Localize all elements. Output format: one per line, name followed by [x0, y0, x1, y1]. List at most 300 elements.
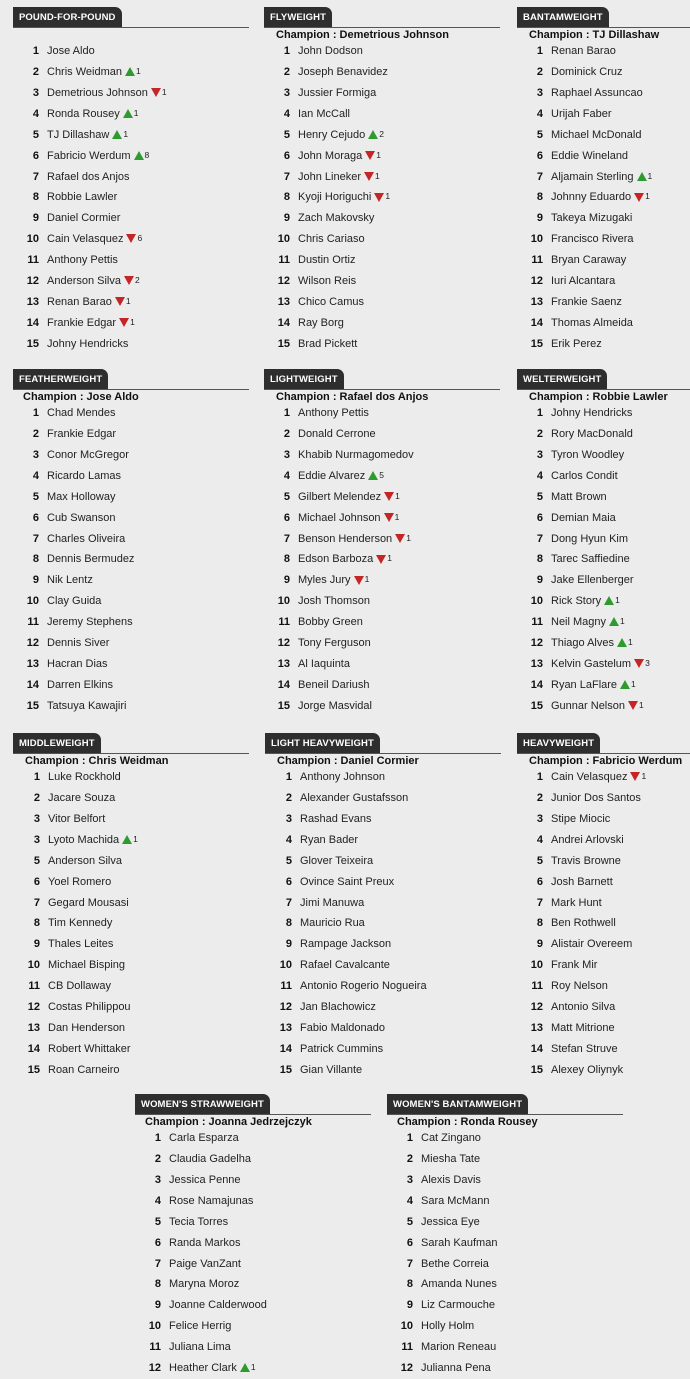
fighter-name[interactable]: Cain Velasquez [47, 233, 124, 246]
fighter-name[interactable]: Chico Camus [298, 296, 365, 309]
ranking-row [135, 1212, 267, 1233]
fighter-name[interactable]: Al Iaquinta [298, 658, 350, 671]
fighter-name[interactable]: Johnny Eduardo [551, 191, 632, 204]
rank-number: 1 [536, 771, 543, 783]
ranking-list [264, 41, 390, 355]
fighter-name[interactable]: Donald Cerrone [298, 427, 376, 440]
fighter-name[interactable]: Erik Perez [551, 337, 602, 350]
rank-change [240, 1363, 256, 1373]
ranking-row [517, 229, 652, 250]
fighter-name[interactable]: Jessica Penne [169, 1173, 241, 1186]
fighter-name[interactable]: Conor McGregor [47, 448, 129, 461]
rank-change-value: 1 [375, 170, 380, 181]
fighter-name[interactable]: Benson Henderson [298, 532, 393, 545]
fighter-name[interactable]: Amanda Nunes [421, 1278, 497, 1291]
fighter-name[interactable]: Paige VanZant [169, 1257, 241, 1270]
rank-number: 5 [283, 128, 290, 141]
fighter-name[interactable]: Jeremy Stephens [47, 616, 133, 629]
fighter-name[interactable]: Chad Mendes [47, 407, 116, 419]
fighter-name[interactable]: Daniel Cormier [47, 212, 121, 225]
fighter-name[interactable]: Bethe Correia [421, 1257, 489, 1270]
fighter-name[interactable]: Ryan LaFlare [551, 678, 618, 691]
fighter-name[interactable]: Joanne Calderwood [169, 1299, 267, 1312]
rank-number: 9 [536, 938, 543, 951]
arrow-up-icon [368, 471, 378, 480]
fighter-name[interactable]: Hacran Dias [47, 658, 108, 671]
ranking-row [13, 529, 134, 550]
ranking-row [517, 187, 652, 208]
ranking-row [387, 1212, 497, 1233]
fighter-name[interactable]: John Moraga [298, 149, 363, 162]
rank-change [604, 596, 620, 606]
fighter-name[interactable]: Mark Hunt [551, 896, 602, 909]
fighter-name[interactable]: Wilson Reis [298, 275, 357, 288]
fighter-name[interactable]: Randa Markos [169, 1236, 241, 1249]
fighter-name[interactable]: Anderson Silva [48, 854, 122, 867]
ranking-row [14, 1060, 138, 1081]
fighter-name[interactable]: Chris Weidman [47, 65, 122, 78]
rank-number: 1 [283, 45, 290, 57]
fighter-name[interactable]: Bobby Green [298, 616, 363, 629]
arrow-down-icon [628, 701, 638, 710]
rank-number: 12 [26, 275, 39, 288]
fighter-name[interactable]: Stipe Miocic [551, 812, 611, 825]
rank-change-value: 1 [406, 532, 411, 543]
fighter-name[interactable]: Eddie Wineland [551, 149, 629, 162]
fighter-name[interactable]: Zach Makovsky [298, 212, 375, 225]
fighter-name[interactable]: Cain Velasquez [551, 771, 628, 783]
rank-change-value: 1 [645, 191, 650, 202]
fighter-name[interactable]: Holly Holm [421, 1320, 475, 1333]
fighter-name[interactable]: Neil Magny [551, 616, 607, 629]
rank-number: 15 [530, 1063, 543, 1076]
ranking-list [13, 41, 167, 355]
ranking-row [14, 767, 138, 788]
fighter-name[interactable]: Charles Oliveira [47, 532, 126, 545]
fighter-name[interactable]: Sara McMann [421, 1194, 490, 1207]
ranking-row [266, 997, 427, 1018]
fighter-name[interactable]: Rose Namajunas [169, 1194, 254, 1207]
ranking-row [517, 334, 652, 355]
rank-number: 10 [530, 233, 543, 246]
ranking-row [387, 1128, 497, 1149]
fighter-name[interactable]: Joseph Benavidez [298, 65, 388, 78]
rank-change-value: 2 [379, 128, 384, 139]
fighter-name[interactable]: John Lineker [298, 170, 361, 183]
arrow-up-icon [617, 638, 627, 647]
fighter-name[interactable]: Jose Aldo [47, 45, 95, 57]
ranking-row [517, 872, 646, 893]
fighter-name[interactable]: Rory MacDonald [551, 427, 633, 440]
fighter-name[interactable]: Rick Story [551, 595, 602, 608]
fighter-name[interactable]: Tecia Torres [169, 1215, 229, 1228]
ranking-row [517, 487, 650, 508]
ranking-row [387, 1274, 497, 1295]
fighter-name[interactable]: TJ Dillashaw [47, 128, 110, 141]
rank-change [395, 534, 411, 544]
rank-number: 7 [536, 896, 543, 909]
fighter-name[interactable]: Henry Cejudo [298, 128, 366, 141]
ranking-row [517, 208, 652, 229]
ranking-row [517, 830, 646, 851]
fighter-name[interactable]: Juliana Lima [169, 1341, 231, 1354]
rank-number: 15 [26, 337, 39, 350]
rank-number: 13 [277, 296, 290, 309]
ranking-row [264, 62, 390, 83]
rank-number: 5 [32, 128, 39, 141]
fighter-name[interactable]: Patrick Cummins [300, 1042, 384, 1055]
champion-label: Champion : Daniel Cormier [277, 755, 419, 767]
fighter-name[interactable]: Ricardo Lamas [47, 469, 121, 482]
ranking-row [135, 1358, 267, 1379]
fighter-name[interactable]: Gilbert Melendez [298, 490, 382, 503]
fighter-name[interactable]: Jan Blachowicz [300, 1001, 376, 1014]
ranking-row [264, 529, 414, 550]
rank-number: 1 [154, 1132, 161, 1144]
ranking-row [266, 893, 427, 914]
fighter-name[interactable]: Urijah Faber [551, 107, 612, 120]
ranking-row [266, 1060, 427, 1081]
rank-number: 4 [536, 469, 543, 482]
fighter-name[interactable]: Darren Elkins [47, 678, 114, 691]
ranking-row [14, 1039, 138, 1060]
fighter-name[interactable]: Ray Borg [298, 316, 344, 329]
ranking-row [13, 570, 134, 591]
fighter-name[interactable]: Miesha Tate [421, 1152, 481, 1165]
fighter-name[interactable]: Claudia Gadelha [169, 1152, 251, 1165]
ranking-row [135, 1128, 267, 1149]
fighter-name[interactable]: Marion Reneau [421, 1341, 497, 1354]
ranking-row [517, 62, 652, 83]
fighter-name[interactable]: Robbie Lawler [47, 191, 118, 204]
fighter-name[interactable]: Jorge Masvidal [298, 699, 372, 712]
fighter-name[interactable]: Demian Maia [551, 511, 616, 524]
fighter-name[interactable]: Ben Rothwell [551, 917, 616, 930]
rank-number: 10 [26, 233, 39, 246]
fighter-name[interactable]: Junior Dos Santos [551, 791, 641, 804]
fighter-name[interactable]: Kyoji Horiguchi [298, 191, 372, 204]
rank-number: 14 [27, 1042, 40, 1055]
ranking-row [13, 466, 134, 487]
fighter-name[interactable]: Alexey Oliynyk [551, 1063, 624, 1076]
fighter-name[interactable]: Frank Mir [551, 959, 598, 972]
fighter-name[interactable]: Anthony Johnson [300, 771, 386, 783]
fighter-name[interactable]: CB Dollaway [48, 980, 111, 993]
fighter-name[interactable]: Fabio Maldonado [300, 1022, 386, 1035]
fighter-name[interactable]: Ryan Bader [300, 833, 359, 846]
rank-number: 8 [33, 917, 40, 930]
ranking-row [517, 654, 650, 675]
ranking-row [14, 955, 138, 976]
fighter-name[interactable]: Johny Hendricks [47, 337, 129, 350]
fighter-name[interactable]: Beneil Dariush [298, 678, 370, 691]
rank-number: 13 [530, 658, 543, 671]
fighter-name[interactable]: Jacare Souza [48, 791, 116, 804]
fighter-name[interactable]: Dominick Cruz [551, 65, 623, 78]
rank-number: 6 [32, 149, 39, 162]
rank-change [628, 701, 644, 711]
fighter-name[interactable]: John Dodson [298, 45, 363, 57]
rank-number: 12 [148, 1362, 161, 1375]
fighter-name[interactable]: Chris Cariaso [298, 233, 365, 246]
fighter-name[interactable]: Demetrious Johnson [47, 86, 148, 99]
rank-change [384, 492, 400, 502]
fighter-name[interactable]: Dustin Ortiz [298, 254, 356, 267]
ranking-row [264, 146, 390, 167]
fighter-name[interactable]: Alexander Gustafsson [300, 791, 409, 804]
rank-change [124, 276, 140, 286]
rank-number: 15 [530, 337, 543, 350]
rank-number: 10 [400, 1320, 413, 1333]
rank-number: 13 [277, 658, 290, 671]
section-divider [264, 27, 500, 28]
fighter-name[interactable]: Cat Zingano [421, 1132, 481, 1144]
rank-number: 2 [536, 427, 543, 440]
rank-number: 4 [283, 469, 290, 482]
arrow-down-icon [634, 193, 644, 202]
fighter-name[interactable]: Luke Rockhold [48, 771, 121, 783]
ranking-row [135, 1149, 267, 1170]
arrow-down-icon [634, 659, 644, 668]
fighter-name[interactable]: Bryan Caraway [551, 254, 627, 267]
fighter-name[interactable]: Maryna Moroz [169, 1278, 240, 1291]
rank-change-value: 1 [161, 86, 167, 97]
fighter-name[interactable]: Nik Lentz [47, 574, 93, 587]
section-divider [517, 389, 690, 390]
rank-change-value: 1 [125, 296, 131, 307]
fighter-name[interactable]: Aljamain Sterling [551, 170, 634, 183]
fighter-name[interactable]: Matt Brown [551, 490, 607, 503]
arrow-up-icon [637, 172, 647, 181]
arrow-down-icon [354, 576, 364, 585]
ranking-row [264, 424, 414, 445]
fighter-name[interactable]: Tyron Woodley [551, 448, 625, 461]
fighter-name[interactable]: Josh Thomson [298, 595, 370, 608]
fighter-name[interactable]: Fabricio Werdum [47, 149, 131, 162]
fighter-name[interactable]: Brad Pickett [298, 337, 358, 350]
fighter-name[interactable]: Myles Jury [298, 574, 351, 587]
rank-number: 14 [277, 316, 290, 329]
rank-number: 7 [32, 170, 39, 183]
fighter-name[interactable]: Roy Nelson [551, 980, 608, 993]
ranking-row [264, 591, 414, 612]
arrow-down-icon [126, 234, 136, 243]
ranking-row [266, 913, 427, 934]
fighter-name[interactable]: Michael Johnson [298, 511, 381, 524]
fighter-name[interactable]: Cub Swanson [47, 511, 116, 524]
fighter-name[interactable]: Andrei Arlovski [551, 833, 624, 846]
fighter-name[interactable]: Matt Mitrione [551, 1022, 615, 1035]
arrow-up-icon [609, 617, 619, 626]
rank-number: 2 [536, 65, 543, 78]
fighter-name[interactable]: Josh Barnett [551, 875, 613, 888]
fighter-name[interactable]: Max Holloway [47, 490, 116, 503]
ranking-row [14, 893, 138, 914]
ranking-row [517, 466, 650, 487]
fighter-name[interactable]: Jimi Manuwa [300, 896, 365, 909]
fighter-name[interactable]: Vitor Belfort [48, 812, 106, 825]
fighter-name[interactable]: Dennis Siver [47, 637, 110, 650]
rank-change [376, 554, 392, 564]
ranking-row [387, 1170, 497, 1191]
ranking-row [14, 851, 138, 872]
fighter-name[interactable]: Johny Hendricks [551, 407, 633, 419]
fighter-name[interactable]: Tony Ferguson [298, 637, 371, 650]
rank-number: 3 [32, 448, 39, 461]
fighter-name[interactable]: Ronda Rousey [47, 107, 120, 120]
rank-number: 4 [32, 107, 39, 120]
ranking-row [264, 675, 414, 696]
fighter-name[interactable]: Takeya Mizugaki [551, 212, 633, 225]
fighter-name[interactable]: Mauricio Rua [300, 917, 365, 930]
rank-number: 5 [285, 854, 292, 867]
fighter-name[interactable]: Khabib Nurmagomedov [298, 448, 414, 461]
fighter-name[interactable]: Heather Clark [169, 1362, 237, 1375]
ranking-row [264, 187, 390, 208]
fighter-name[interactable]: Stefan Struve [551, 1042, 618, 1055]
fighter-name[interactable]: Ian McCall [298, 107, 350, 120]
fighter-name[interactable]: Rashad Evans [300, 812, 372, 825]
fighter-name[interactable]: Robert Whittaker [48, 1042, 131, 1055]
fighter-name[interactable]: Glover Teixeira [300, 854, 374, 867]
fighter-name[interactable]: Frankie Edgar [47, 427, 117, 440]
fighter-name[interactable]: Dan Henderson [48, 1022, 126, 1035]
champion-label: Champion : Jose Aldo [23, 391, 139, 403]
fighter-name[interactable]: Francisco Rivera [551, 233, 634, 246]
rank-change [617, 638, 633, 648]
ranking-row [517, 1018, 646, 1039]
fighter-name[interactable]: Felice Herrig [169, 1320, 232, 1333]
fighter-name[interactable]: Antonio Silva [551, 1001, 616, 1014]
rank-number: 15 [277, 337, 290, 350]
rank-number: 9 [33, 938, 40, 951]
arrow-down-icon [395, 534, 405, 543]
fighter-name[interactable]: Gunnar Nelson [551, 699, 625, 712]
ranking-row [13, 229, 167, 250]
arrow-down-icon [119, 318, 129, 327]
fighter-name[interactable]: Lyoto Machida [48, 833, 120, 846]
fighter-name[interactable]: Anthony Pettis [298, 407, 369, 419]
ranking-row [517, 167, 652, 188]
rank-number: 9 [536, 574, 543, 587]
fighter-name[interactable]: Jake Ellenberger [551, 574, 634, 587]
rank-number: 1 [285, 771, 292, 783]
fighter-name[interactable]: Renan Barao [47, 296, 112, 309]
ranking-row [266, 1039, 427, 1060]
fighter-name[interactable]: Edson Barboza [298, 553, 374, 566]
rank-change [126, 234, 142, 244]
fighter-name[interactable]: Tarec Saffiedine [551, 553, 630, 566]
rank-number: 3 [283, 448, 290, 461]
fighter-name[interactable]: Kelvin Gastelum [551, 658, 632, 671]
fighter-name[interactable]: Tatsuya Kawajiri [47, 699, 127, 712]
ranking-row [135, 1316, 267, 1337]
rank-number: 6 [406, 1236, 413, 1249]
fighter-name[interactable]: Carla Esparza [169, 1132, 239, 1144]
fighter-name[interactable]: Dong Hyun Kim [551, 532, 629, 545]
arrow-up-icon [125, 67, 135, 76]
fighter-name[interactable]: Carlos Condit [551, 469, 618, 482]
fighter-name[interactable]: Liz Carmouche [421, 1299, 495, 1312]
fighter-name[interactable]: Clay Guida [47, 595, 102, 608]
fighter-name[interactable]: Julianna Pena [421, 1362, 491, 1375]
fighter-name[interactable]: Eddie Alvarez [298, 469, 366, 482]
rank-change [637, 172, 653, 182]
ranking-row [264, 271, 390, 292]
fighter-name[interactable]: Thomas Almeida [551, 316, 633, 329]
fighter-name[interactable]: Yoel Romero [48, 875, 112, 888]
rank-number: 5 [406, 1215, 413, 1228]
rank-number: 2 [283, 427, 290, 440]
fighter-name[interactable]: Michael McDonald [551, 128, 642, 141]
fighter-name[interactable]: Ovince Saint Preux [300, 875, 395, 888]
rank-number: 7 [154, 1257, 161, 1270]
fighter-name[interactable]: Rafael dos Anjos [47, 170, 130, 183]
rank-number: 9 [285, 938, 292, 951]
rank-number: 3 [33, 833, 40, 846]
rank-number: 12 [277, 637, 290, 650]
fighter-name[interactable]: Rafael Cavalcante [300, 959, 390, 972]
rank-number: 1 [406, 1132, 413, 1144]
ranking-row [517, 788, 646, 809]
fighter-name[interactable]: Antonio Rogerio Nogueira [300, 980, 427, 993]
fighter-name[interactable]: Tim Kennedy [48, 917, 113, 930]
fighter-name[interactable]: Sarah Kaufman [421, 1236, 498, 1249]
fighter-name[interactable]: Thales Leites [48, 938, 114, 951]
section-tab: POUND-FOR-POUND [13, 7, 122, 28]
rank-number: 3 [406, 1173, 413, 1186]
fighter-name[interactable]: Dennis Bermudez [47, 553, 135, 566]
fighter-name[interactable]: Anderson Silva [47, 275, 121, 288]
rank-change-value: 2 [135, 275, 140, 286]
fighter-name[interactable]: Renan Barao [551, 45, 616, 57]
fighter-name[interactable]: Michael Bisping [48, 959, 126, 972]
fighter-name[interactable]: Gegard Mousasi [48, 896, 129, 909]
fighter-name[interactable]: Frankie Saenz [551, 296, 622, 309]
rank-number: 7 [283, 170, 290, 183]
rank-change-value: 1 [620, 616, 625, 627]
fighter-name[interactable]: Costas Philippou [48, 1001, 131, 1014]
ranking-row [264, 654, 414, 675]
ranking-row [517, 83, 652, 104]
ranking-row [517, 675, 650, 696]
fighter-name[interactable]: Travis Browne [551, 854, 621, 867]
rank-number: 1 [32, 407, 39, 419]
ranking-row [13, 675, 134, 696]
rank-number: 1 [33, 771, 40, 783]
rank-number: 1 [536, 45, 543, 57]
rank-change [365, 151, 381, 161]
rank-number: 1 [32, 45, 39, 57]
section-divider [387, 1114, 623, 1115]
fighter-name[interactable]: Thiago Alves [551, 637, 614, 650]
fighter-name[interactable]: Iuri Alcantara [551, 275, 616, 288]
rank-number: 7 [32, 532, 39, 545]
fighter-name[interactable]: Frankie Edgar [47, 316, 117, 329]
fighter-name[interactable]: Gian Villante [300, 1063, 363, 1076]
fighter-name[interactable]: Alistair Overeem [551, 938, 633, 951]
rank-number: 12 [530, 637, 543, 650]
rank-number: 5 [536, 490, 543, 503]
fighter-name[interactable]: Alexis Davis [421, 1173, 481, 1186]
fighter-name[interactable]: Raphael Assuncao [551, 86, 643, 99]
ranking-row [517, 271, 652, 292]
fighter-name[interactable]: Jussier Formiga [298, 86, 377, 99]
fighter-name[interactable]: Jessica Eye [421, 1215, 480, 1228]
fighter-name[interactable]: Rampage Jackson [300, 938, 392, 951]
fighter-name[interactable]: Roan Carneiro [48, 1063, 120, 1076]
fighter-name[interactable]: Anthony Pettis [47, 254, 118, 267]
